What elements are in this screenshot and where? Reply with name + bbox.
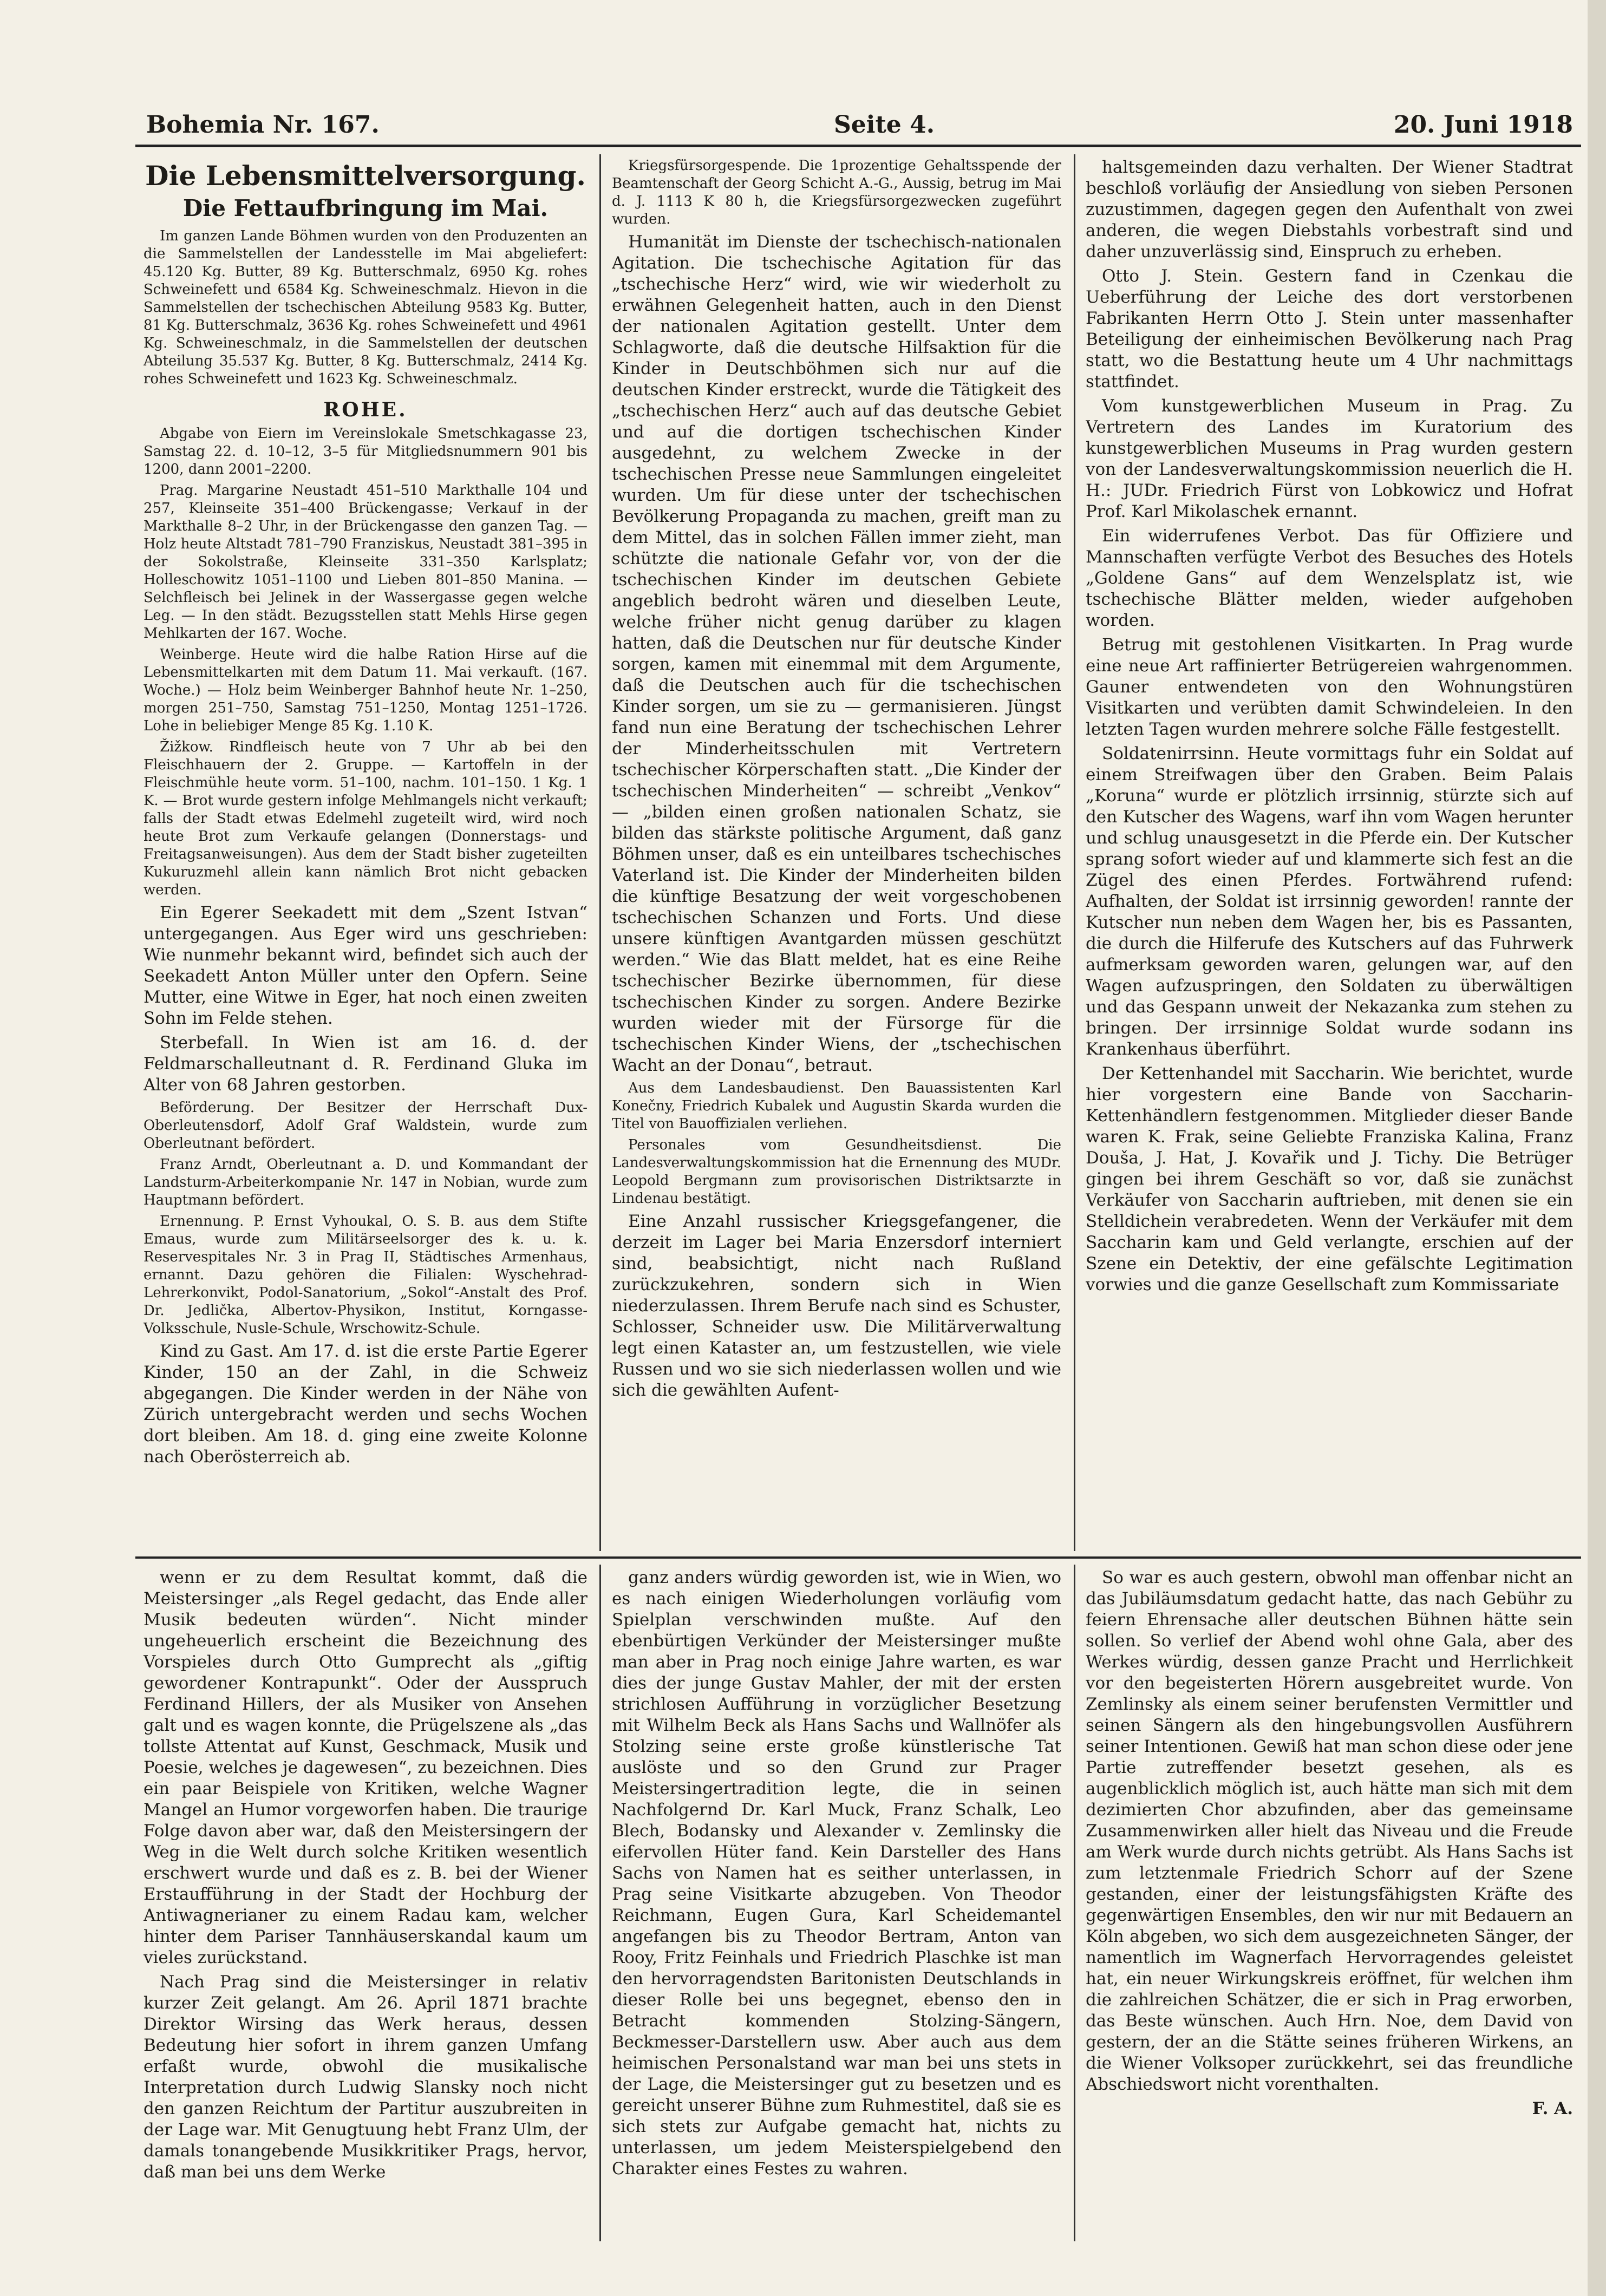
article-paragraph: Humanität im Dienste der tschechisch-nationalen Agitation. Die tschechische Agitation für das „tschechische Herz“ wird, wie wir wiederholt zu erwähnen Gelegenheit hatten, auch in den Dienst der nationalen Agitation gestellt. Unter dem Schlagworte, daß die deutsche Hilfsaktion für die Kinder in Deutschböhmen sich nur auf die deutschen Kinder erstreckt, wurde die Tätigkeit des „tschechischen Herz“ auch auf das deutsche Gebiet und auf die dortigen tschechischen Kinder ausgedehnt, zu welchem Zwecke in der tschechischen Presse neue Sammlungen eingeleitet wurden. Um für diese unter der tschechischen Bevölkerung Propaganda zu machen, greift man zu dem Mittel, das in solchen Fällen immer zieht, man schützte die nationale Gefahr vor, von der die tschechischen Kinder im deutschen Gebiete angeblich bedroht wären und dieselben Leute, welche früher nicht genug darüber zu klagen hatten, daß die Deutschen nur für deutsche Kinder sorgen, kamen mit einemmal mit dem Argumente, daß die Deutschen auch für die tschechischen Kinder sorgen, um sie zu — germanisieren. Jüngst fand nun eine Beratung der tschechischen Lehrer der Minderheitsschulen mit Vertretern tschechischer Körperschaften statt. „Die Kinder der tschechischen Minderheiten“ — schreibt „Venkov“ — „bilden einen großen nationalen Schatz, sie bilden das stärkste politische Argument, daß ganz Böhmen unser, daß es ein unteilbares tschechisches Vaterland ist. Die Kinder der Minderheiten bilden die künftige Besatzung der weit vorgeschobenen tschechischen Schanzen und Forts. Und diese unsere künftigen Avantgarden müssen geschützt werden.“ Wie das Blatt meldet, hat es eine Reihe tschechischer Bezirke übernommen, für diese tschechischen Kinder zu sorgen. Andere Bezirke wurden wieder mit der Fürsorge für die tschechischen Kinder Wiens, der „tschechischen Wacht an der Donau“, betraut. — [612, 232, 1061, 1075]
column-right — [1086, 157, 1573, 1540]
article-paragraph: Personales vom Gesundheitsdienst. Die Landesverwaltungskommission hat die Ernennung des MUDr. Leopold Bergmann zum provisorischen Distriktsarzte in Lindenau bestätigt. — [612, 1137, 1061, 1207]
page-edge — [1588, 0, 1606, 2296]
feuilleton-column-middle — [612, 1567, 1061, 2249]
article-paragraph: Ein widerrufenes Verbot. Das für Offiziere und Mannschaften verfügte Verbot des Besuches des Hotels „Goldene Gans“ auf dem Wenzelsplatz ist, wie tschechische Blätter melden, wieder aufgehoben worden. — [1086, 526, 1573, 630]
header-rule — [135, 145, 1581, 147]
article-paragraph: Abgabe von Eiern im Vereinslokale Smetschkagasse 23, Samstag 22. d. 10–12, 3–5 für Mitgliedsnummern 901 bis 1200, dann 2001–2200. — [143, 426, 587, 477]
article-paragraph: Otto J. Stein. Gestern fand in Czenkau die Ueberführung der Leiche des dort verstorbenen Fabrikanten Herrn Otto J. Stein unter massenhafter Beteiligung der einheimischen Bevölkerung nach Prag statt, wo die Bestattung heute um 4 Uhr nachmittags stattfindet. — [1086, 266, 1573, 391]
article-paragraph: Beförderung. Der Besitzer der Herrschaft Dux-Oberleutensdorf, Adolf Graf Waldstein, wurde zum Oberleutnant befördert. — [143, 1100, 587, 1152]
article-paragraph: Prag. Margarine Neustadt 451–510 Markthalle 104 und 257, Kleinseite 351–400 Brückengasse; Verkauf in der Markthalle 8–2 Uhr, in der Brückengasse den ganzen Tag. — Holz heute Altstadt 781–790 Franziskus, Neustadt 381–395 in der Sokolstraße, Kleinseite 331–350 Karlsplatz; Holleschowitz 1051–1100 und Lieben 801–850 Manina. — Selchfleisch bei Jelinek in der Wassergasse gegen welche Leg. — In den städt. Bezugsstellen statt Mehls Hirse gegen Mehlkarten der 167. Woche. — [143, 482, 587, 642]
article-paragraph: Betrug mit gestohlenen Visitkarten. In Prag wurde eine neue Art raffinierter Betrügereien wahrgenommen. Gauner entwendeten von den Wohnungstüren Visitkarten und verübten damit Schwindeleien. In den letzten Tagen wurden mehrere solche Fälle festgestellt. — [1086, 635, 1573, 739]
article-paragraph: Eine Anzahl russischer Kriegsgefangener, die derzeit im Lager bei Maria Enzersdorf interniert sind, beabsichtigt, nicht nach Rußland zurückzukehren, sondern sich in Wien niederzulassen. Ihrem Berufe nach sind es Schuster, Schlosser, Schneider usw. Die Militärverwaltung legt einen Kataster an, um festzustellen, wie viele Russen und wo sie sich niederlassen wollen und wie sich die gewählten Aufent- — [612, 1212, 1061, 1400]
article-paragraph: Ernennung. P. Ernst Vyhoukal, O. S. B. aus dem Stifte Emaus, wurde zum Militärseelsorger des k. u. k. Reservespitales Nr. 3 in Prag II, Städtisches Armenhaus, ernannt. Dazu gehören die Filialen: Wyschehrad-Lehrerkonvikt, Podol-Sanatorium, „Sokol“-Anstalt des Prof. Dr. Jedlička, Albertov-Physikon, Institut, Korngasse-Volksschule, Nusle-Schule, Wrschowitz-Schule. — [143, 1213, 587, 1337]
feuilleton-column-right — [1086, 1567, 1573, 2249]
issue-number: Bohemia Nr. 167. — [146, 111, 380, 139]
article-paragraph: Nach Prag sind die Meistersinger in relativ kurzer Zeit gelangt. Am 26. April 1871 brachte Direktor Wirsing das Werk heraus, dessen Bedeutung hier sofort in ihrem ganzen Umfang erfaßt wurde, obwohl die musikalische Interpretation durch Ludwig Slansky noch nicht den ganzen Reichtum der Partitur auszubreiten in der Lage war. Mit Genugtuung hebt Franz Ulm, der damals tonangebende Musikkritiker Prags, hervor, daß man bei uns dem Werke — [143, 1972, 587, 2182]
article-paragraph: Kind zu Gast. Am 17. d. ist die erste Partie Egerer Kinder, 150 an der Zahl, in die Schweiz abgegangen. Die Kinder werden in der Nähe von Zürich untergebracht werden und sechs Wochen dort bleiben. Am 18. d. ging eine zweite Kolonne nach Oberösterreich ab. — [143, 1342, 587, 1467]
page-number: Seite 4. — [834, 111, 935, 139]
article-paragraph: Aus dem Landesbaudienst. Den Bauassistenten Karl Konečny, Friedrich Kubalek und Augustin Skarda wurden die Titel von Bauoffizialen verliehen. — [612, 1080, 1061, 1132]
article-paragraph: Žižkow. Rindfleisch heute von 7 Uhr ab bei den Fleischhauern der 2. Gruppe. — Kartoffeln in der Fleischmühle heute vorm. 51–100, nachm. 101–150. 1 Kg. 1 K. — Brot wurde gestern infolge Mehlmangels nicht verkauft; falls der Stadt etwas Edelmehl zugeteilt wird, wird noch heute Brot zum Verkaufe gelangen (Donnerstags- und Freitagsanweisungen). Aus dem der Stadt bisher zugeteilten Kukuruzmehl allein kann nämlich Brot nicht gebacken werden. — [143, 739, 587, 898]
article-paragraph: haltsgemeinden dazu verhalten. Der Wiener Stadtrat beschloß vorläufig der Ansiedlung von sieben Personen zuzustimmen, dagegen gegen den Aufenthalt von zwei anderen, die wegen Diebstahls vorbestraft sind und daher unzuverlässig sind, Einspruch zu erheben. — [1086, 158, 1573, 261]
issue-date: 20. Juni 1918 — [1393, 111, 1573, 139]
feuilleton-rule — [135, 1556, 1581, 1559]
section-heading: ROHE. — [323, 398, 408, 421]
section-subtitle: Die Fettaufbringung im Mai. — [182, 195, 549, 221]
article-paragraph: Weinberge. Heute wird die halbe Ration Hirse auf die Lebensmittelkarten mit dem Datum 11. Mai verkauft. (167. Woche.) — Holz beim Weinberger Bahnhof heute Nr. 1–250, morgen 251–750, Samstag 751–1250, Montag 1251–1726. Lohe in beliebiger Menge 85 Kg. 1.10 K. — [143, 646, 587, 734]
article-paragraph: So war es auch gestern, obwohl man offenbar nicht an das Jubiläumsdatum gedacht hatte, das nach Gebühr zu feiern Ehrensache aller deutschen Bühnen hätte sein sollen. So verlief der Abend wohl ohne Gala, aber des Werkes würdig, dessen ganze Pracht und Herrlichkeit vor den begeisterten Hörern ausgebreitet wurde. Von Zemlinsky als einem seiner berufensten Vermittler und seinen Sängern als den hingebungsvollen Ausführern seiner Intentionen. Gewiß hat man schon diese oder jene Partie zutreffender besetzt gesehen, als es augenblicklich möglich ist, auch hätte man sich mit dem dezimierten Chor abzufinden, aber das gemeinsame Zusammenwirken aller hielt das Niveau und die Freude am Werk wurde durch nichts getrübt. Als Hans Sachs ist zum letztenmale Friedrich Schorr auf der Szene gestanden, einer der leistungsfähigsten Kräfte des gegenwärtigen Ensembles, den wir nur mit Bedauern an Köln abgeben, wo sich dem ausgezeichneten Sänger, der namentlich im Wagnerfach Hervorragendes geleistet hat, ein neuer Wirkungskreis eröffnet, für welchen ihm die zahlreichen Schätzer, die er sich in Prag erworben, das Beste wünschen. Auch Hrn. Noe, dem David von gestern, der an die Stätte seines früheren Wirkens, an die Wiener Volksoper zurückkehrt, sei das freundliche Abschiedswort nicht vorenthalten. — [1086, 1568, 1573, 2094]
column-divider — [1074, 1565, 1075, 2241]
column-divider — [1074, 154, 1075, 1551]
page-header — [135, 95, 1581, 146]
article-paragraph: Vom kunstgewerblichen Museum in Prag. Zu Vertretern des Landes im Kuratorium des kunstgewerblichen Museums in Prag wurden gestern von der Landesverwaltungskommission neuerlich die H. H.: JUDr. Friedrich Fürst von Lobkowicz und Hofrat Prof. Karl Mikolaschek ernannt. — [1086, 396, 1573, 521]
article-paragraph: Soldatenirrsinn. Heute vormittags fuhr ein Soldat auf einem Streifwagen über den Graben. Beim Palais „Koruna“ wurde er plötzlich irrsinnig, stürzte sich auf den Kutscher des Wagens, warf ihn vom Wagen herunter und schlug unausgesetzt in die Pferde ein. Der Kutscher sprang sofort wieder auf und klammerte sich fest an die Zügel des einen Pferdes. Fortwährend rufend: Aufhalten, der Soldat ist irrsinnig geworden! rannte der Kutscher nun neben dem Wagen her, bis es Passanten, die durch die Hilferufe des Kutschers auf das Fuhrwerk aufmerksam geworden waren, gelungen war, auf den Wagen aufzuspringen, den Soldaten zu überwältigen und das Gespann unweit der Nekazanka zum stehen zu bringen. Der irrsinnige Soldat wurde sodann ins Krankenhaus überführt. — [1086, 744, 1573, 1059]
feuilleton-column-left — [143, 1567, 587, 2249]
column-left — [143, 157, 587, 1540]
article-paragraph: Ein Egerer Seekadett mit dem „Szent Istvan“ untergegangen. Aus Eger wird uns geschrieben: Wie nunmehr bekannt wird, befindet sich auch der Seekadett Anton Müller unter den Opfern. Seine Mutter, eine Witwe in Eger, hat noch einen zweiten Sohn im Felde stehen. — [143, 903, 587, 1028]
column-divider — [599, 154, 601, 1551]
column-divider — [599, 1565, 601, 2241]
article-paragraph: wenn er zu dem Resultat kommt, daß die Meistersinger „als Regel gedacht, das Ende aller Musik bedeuten würden“. Nicht minder ungeheuerlich erscheint die Bezeichnung des Vorspieles durch Otto Gumprecht als „giftig gewordener Kontrapunkt“. Oder der Ausspruch Ferdinand Hillers, der als Musiker von Ansehen galt und es wagen konnte, die Prügelszene als „das tollste Attentat auf Kunst, Geschmack, Musik und Poesie, welches je dagewesen“, zu bezeichnen. Dies ein paar Beispiele von Kritiken, welche Wagner Mangel an Humor vorgeworfen haben. Die traurige Folge davon aber war, daß den Meistersingern der Weg in die Welt durch solche Kritiken wesentlich erschwert wurde und daß es z. B. bei der Wiener Erstaufführung in der Stadt der Hochburg der Antiwagnerianer zu einem Radau kam, welcher hinter dem Pariser Tannhäuserskandal kaum um vieles zurückstand. — [143, 1568, 587, 1967]
column-middle — [612, 157, 1061, 1540]
article-paragraph: Sterbefall. In Wien ist am 16. d. der Feldmarschalleutnant d. R. Ferdinand Gluka im Alter von 68 Jahren gestorben. — [143, 1033, 587, 1095]
newspaper-page — [135, 95, 1581, 2255]
article-paragraph: Kriegsfürsorgespende. Die 1prozentige Gehaltsspende der Beamtenschaft der Georg Schicht A.-G., Aussig, betrug im Mai d. J. 1113 K 80 h, die Kriegsfürsorgezwecken zugeführt wurden. — [612, 158, 1061, 227]
section-title: Die Lebensmittelversorgung. — [145, 160, 586, 192]
author-signature: F. A. — [1532, 2099, 1573, 2118]
article-paragraph: Im ganzen Lande Böhmen wurden von den Produzenten an die Sammelstellen der Landesstelle im Mai abgeliefert: 45.120 Kg. Butter, 89 Kg. Butterschmalz, 6950 Kg. rohes Schweinefett und 6584 Kg. Schweineschmalz. Hievon in die Sammelstellen der tschechischen Abteilung 9583 Kg. Butter, 81 Kg. Butterschmalz, 3636 Kg. rohes Schweinefett und 4961 Kg. Schweineschmalz, in die Sammelstellen der deutschen Abteilung 35.537 Kg. Butter, 8 Kg. Butterschmalz, 2414 Kg. rohes Schweinefett und 1623 Kg. Schweineschmalz. — [143, 228, 587, 387]
article-paragraph: Der Kettenhandel mit Saccharin. Wie berichtet, wurde hier vorgestern eine Bande von Saccharin-Kettenhändlern festgenommen. Mitglieder dieser Bande waren K. Frak, seine Geliebte Franziska Kalina, Franz Douša, J. Hat, J. Kovařik und J. Tichy. Die Betrüger gingen bei ihrem Geschäft so vor, daß sie zunächst Verkäufer von Saccharin auftrieben, mit denen sie ein Stelldichein verabredeten. Wenn der Verkäufer mit dem Saccharin kam und Geld verlangte, erschien auf der Szene ein Detektiv, der eine gefälschte Legitimation vorwies und die ganze Gesellschaft zum Kommissariate — [1086, 1064, 1573, 1294]
article-paragraph: Franz Arndt, Oberleutnant a. D. und Kommandant der Landsturm-Arbeiterkompanie Nr. 147 in Nobian, wurde zum Hauptmann befördert. — [143, 1156, 587, 1208]
article-paragraph: ganz anders würdig geworden ist, wie in Wien, wo es nach einigen Wiederholungen vorläufig vom Spielplan verschwinden mußte. Auf den ebenbürtigen Verkünder der Meistersinger mußte man aber in Prag noch einige Jahre warten, es war dies der junge Gustav Mahler, der mit der ersten strichlosen Aufführung in vorzüglicher Besetzung mit Wilhelm Beck als Hans Sachs und Wallnöfer als Stolzing seine erste große künstlerische Tat auslöste und so den Grund zur Prager Meistersingertradition legte, die in seinen Nachfolgernd Dr. Karl Muck, Franz Schalk, Leo Blech, Bodansky und Alexander v. Zemlinsky die eifervollen Hüter fand. Kein Darsteller des Hans Sachs von Namen hat es seither unterlassen, in Prag seine Visitkarte abzugeben. Von Theodor Reichmann, Eugen Gura, Karl Scheidemantel angefangen bis zu Theodor Bertram, Anton van Rooy, Fritz Feinhals und Friedrich Plaschke ist man den hervorragendsten Baritonisten Deutschlands in dieser Rolle bei uns begegnet, ebenso den in Betracht kommenden Stolzing-Sängern, Beckmesser-Darstellern usw. Aber auch aus dem heimischen Personalstand war man bei uns stets in der Lage, die Meistersinger gut zu besetzen und es gereicht unserer Bühne zum Ruhmestitel, daß sie es sich stets zur Aufgabe gemacht hat, nichts zu unterlassen, um jedem Meisterspielgebend den Charakter eines Festes zu wahren. — [612, 1568, 1061, 2179]
